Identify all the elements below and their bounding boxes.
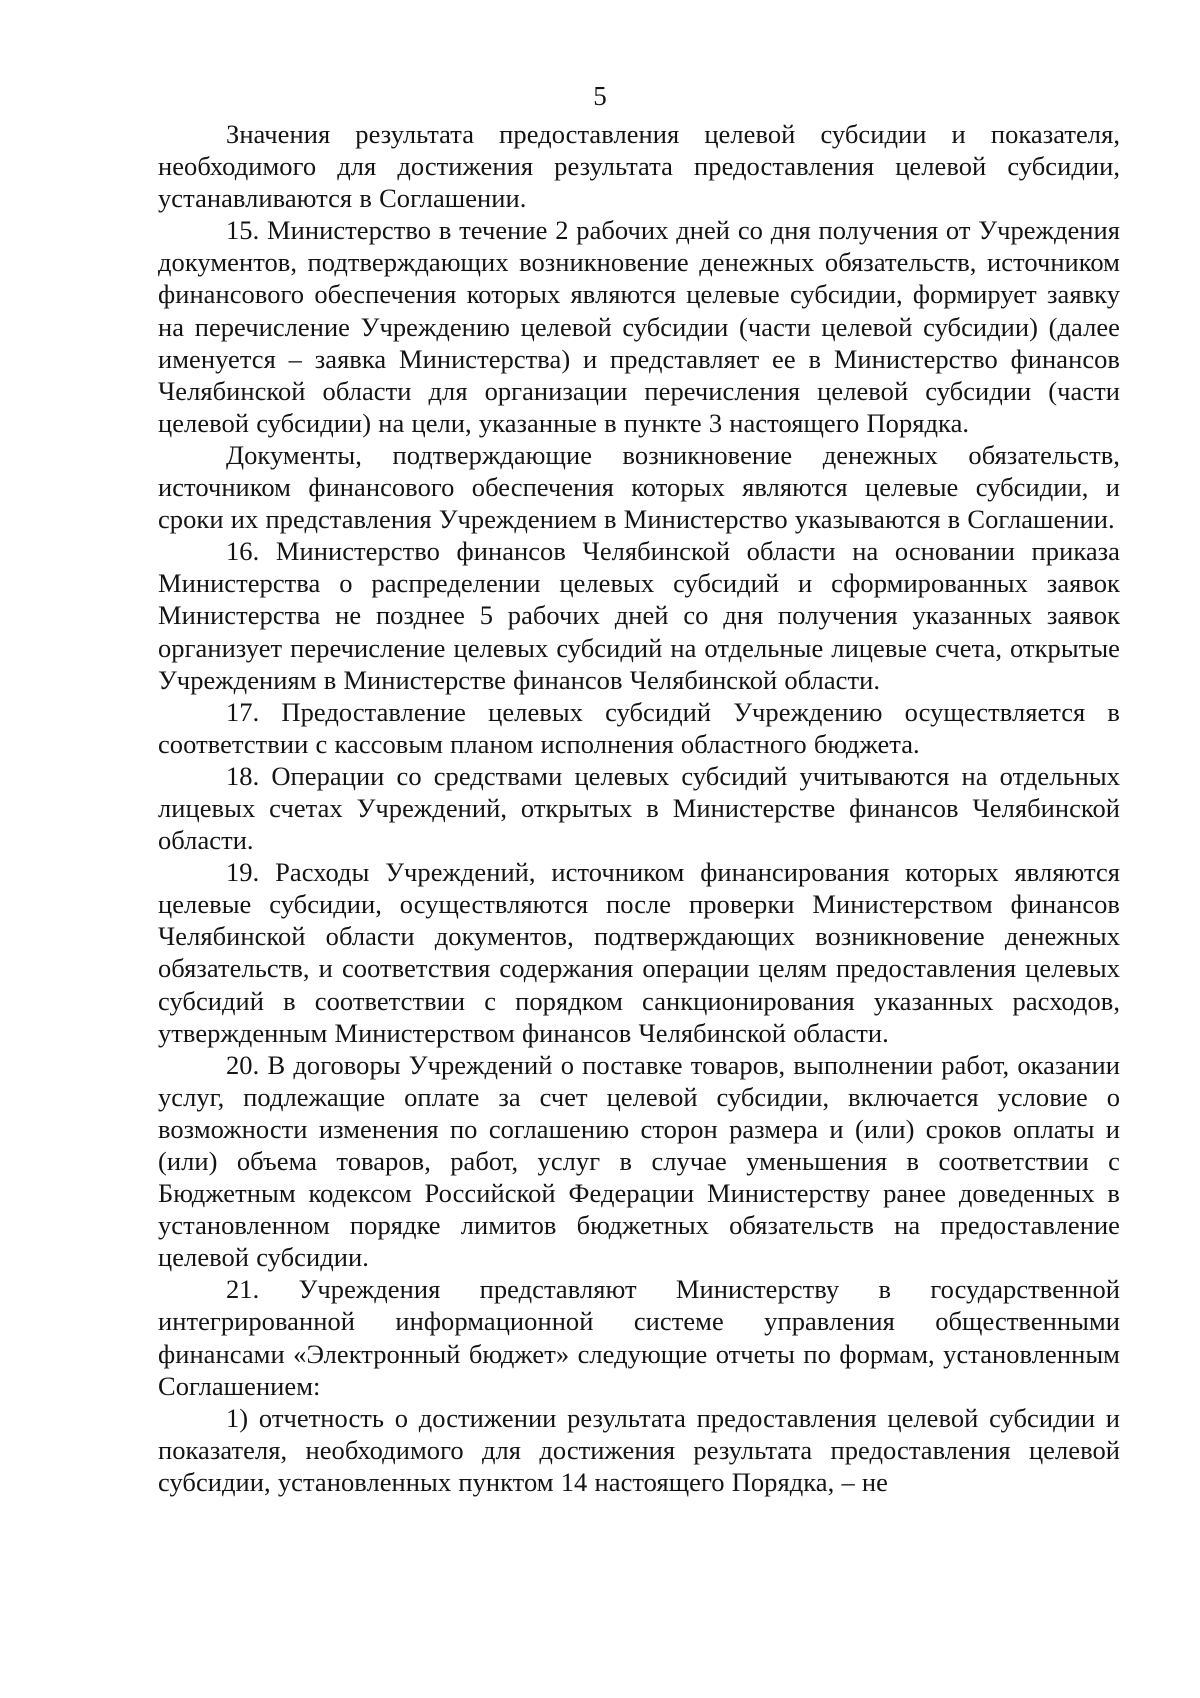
paragraph-subitem-1: 1) отчетность о достижении результата предоставления целевой субсидии и показателя, необходимого для достижения результата предоставления целевой субсидии, установленных пунктом 14 настоящего Порядка, – не	[158, 1402, 1120, 1497]
page-number: 5	[593, 81, 607, 111]
paragraph-documents: Документы, подтверждающие возникновение денежных обязательств, источником финансового обеспечения которых являются целевые субсидии, и сроки их представления Учреждением в Министерство указываются в Соглашении.	[158, 439, 1120, 535]
paragraph-results-values: Значения результата предоставления целевой субсидии и показателя, необходимого для достижения результата предоставления целевой субсидии, устанавливаются в Соглашении.	[158, 119, 1120, 214]
paragraph-item-20: 20. В договоры Учреждений о поставке товаров, выполнении работ, оказании услуг, подлежащие оплате за счет целевой субсидии, включается условие о возможности изменения по соглашению сторон размера и (или) сроков оплаты и (или) объема товаров, работ, услуг в случае уменьшения в соответствии с Бюджетным кодексом Российской Федерации Министерству ранее доведенных в установленном порядке лимитов бюджетных обязательств на предоставление целевой субсидии.	[158, 1049, 1120, 1273]
paragraph-item-16: 16. Министерство финансов Челябинской области на основании приказа Министерства о распределении целевых субсидий и сформированных заявок Министерства не позднее 5 рабочих дней со дня получения указанных заявок организует перечисление целевых субсидий на отдельные лицевые счета, открытые Учреждениям в Министерстве финансов Челябинской области.	[158, 536, 1120, 695]
paragraph-item-15: 15. Министерство в течение 2 рабочих дней со дня получения от Учреждения документов, подтверждающих возникновение денежных обязательств, источником финансового обеспечения которых являются целевые субсидии, формирует заявку на перечисление Учреждению целевой субсидии (части целевой субсидии) (далее именуется – заявка Министерства) и представляет ее в Министерство финансов Челябинской области для организации перечисления целевой субсидии (части целевой субсидии) на цели, указанные в пункте 3 настоящего Порядка.	[158, 215, 1120, 438]
paragraph-item-21: 21. Учреждения представляют Министерству в государственной интегрированной информационной системе управления общественными финансами «Электронный бюджет» следующие отчеты по формам, установленным Соглашением:	[158, 1274, 1120, 1401]
paragraph-item-19: 19. Расходы Учреждений, источником финансирования которых являются целевые субсидии, осуществляются после проверки Министерством финансов Челябинской области документов, подтверждающих возникновение денежных обязательств, и соответствия содержания операции целям предоставления целевых субсидий в соответствии с порядком санкционирования указанных расходов, утвержденным Министерством финансов Челябинской области.	[158, 857, 1120, 1048]
paragraph-item-18: 18. Операции со средствами целевых субсидий учитываются на отдельных лицевых счетах Учреждений, открытых в Министерстве финансов Челябинской области.	[158, 760, 1120, 856]
paragraph-item-17: 17. Предоставление целевых субсидий Учреждению осуществляется в соответствии с кассовым планом исполнения областного бюджета.	[158, 696, 1120, 759]
document-body	[158, 118, 1120, 1498]
